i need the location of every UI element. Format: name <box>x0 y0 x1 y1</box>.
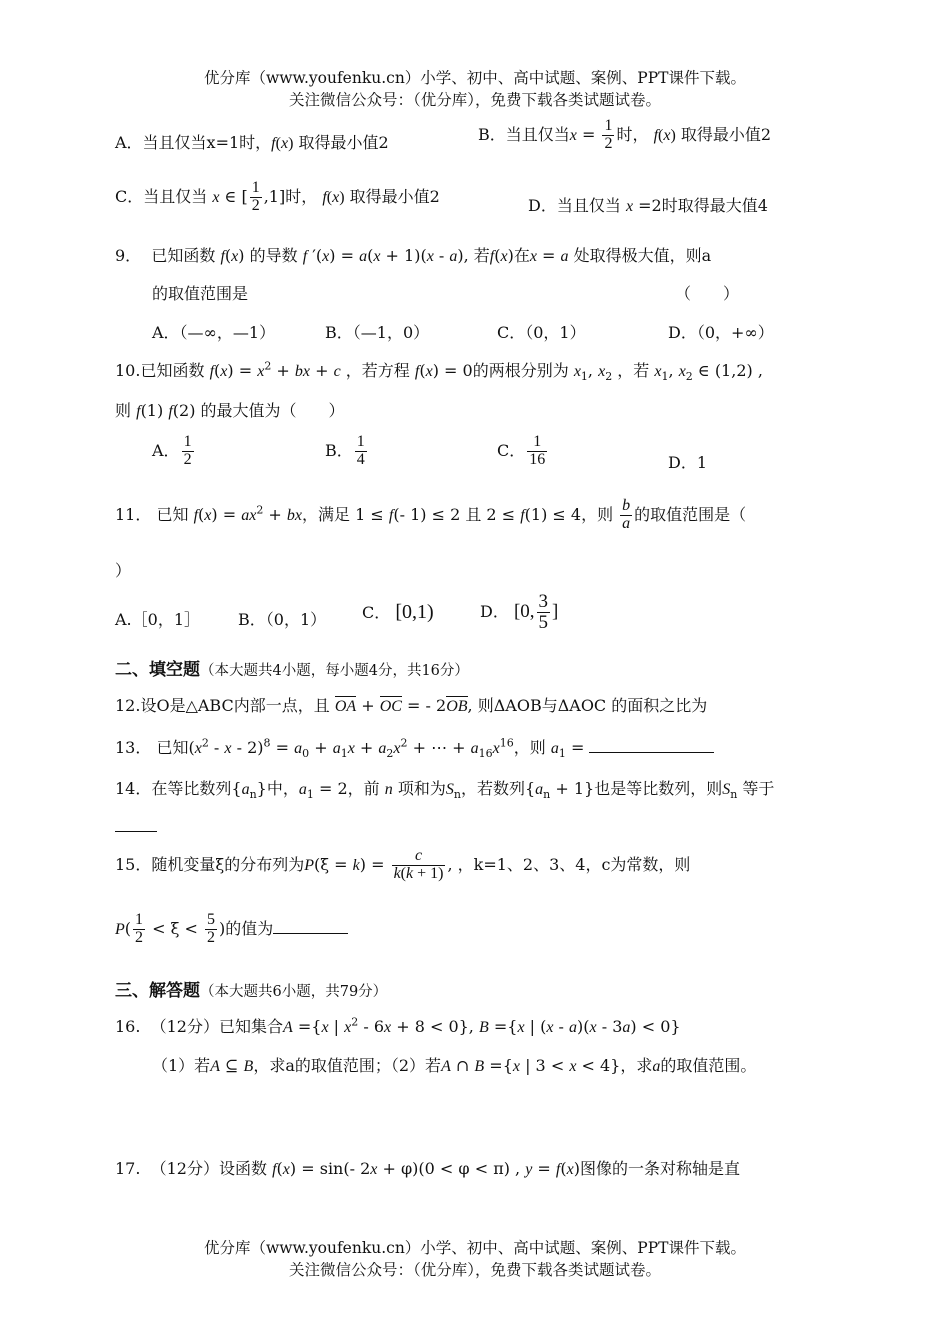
question-17: 17. （12分）设函数 f(x) = sin(- 2x + φ)(0 < φ < π) , y = f(x)图像的一条对称轴是直 <box>115 1159 740 1178</box>
question-10: 10.已知函数 $f(x) = x^2$ + bx + c ，若方程 f(x) = 0的两根分别为 $x_1$, $x_2$ ，若 $x_1$, $x_2$ ∈ (1,2) , <box>115 359 763 384</box>
question-11-cont: ） <box>115 561 132 580</box>
footer-line-1: 优分库（www.youfenku.cn）小学、初中、高中试题、案例、PPT课件下载。 <box>203 1239 747 1257</box>
q9-option-b: B．（—1，0） <box>325 323 430 342</box>
q9-option-a: A．（—∞，—1） <box>152 323 276 342</box>
q8-option-b: B．当且仅当x = $\frac{1}{2}$ 时， f(x) 取得最小值2 <box>478 117 772 152</box>
q10-option-d: D．1 <box>668 453 708 472</box>
question-16: 16. （12分）已知集合A ={x | $x^2 - 6x + 8 < 0$}, B ={x | (x - a)(x - 3a) < 0} <box>115 1015 681 1036</box>
question-14: 14．在等比数列$\{a_n\}$中，$a_1 = 2$，前 n 项和为$S_n$，若数列$\{a_n + 1\}$也是等比数列，则$S_n$ 等于 <box>115 779 775 802</box>
q11-option-c: C． [0,1) <box>362 601 434 623</box>
question-9-paren: （ ） <box>675 284 740 303</box>
footer-line-2: 关注微信公众号：（优分库），免费下载各类试题试卷。 <box>288 1261 661 1279</box>
q11-option-a: A.［0，1］ <box>115 610 201 629</box>
q15-answer-blank[interactable] <box>273 932 348 934</box>
question-11: 11． 已知 $f(x) = ax^2$ + bx，满足 1 ≤ f(- 1) ≤ 2 且 2 ≤ f(1) ≤ 4，则 $\frac{b}{a}$ 的取值范围是（ <box>115 497 747 532</box>
q10-option-a: A． $\frac{1}{2}$ <box>152 433 192 468</box>
q8-option-c: C．当且仅当 x ∈ [ $\frac{1}{2}$ ,1]时， f(x) 取得最小值2 <box>115 179 440 214</box>
section-3-heading: 三、解答题（本大题共6小题，共79分） <box>115 981 388 1001</box>
q11-option-b: B．（0，1） <box>238 610 327 629</box>
question-15-cont: P( $\frac{1}{2}$ < ξ < $\frac{5}{2}$ )的值为 <box>115 912 348 947</box>
q10-option-c: C． $\frac{1}{16}$ <box>497 433 546 468</box>
header-line-2: 关注微信公众号：（优分库），免费下载各类试题试卷。 <box>288 91 661 109</box>
question-10-cont: 则 f(1) f(2) 的最大值为（ ） <box>115 401 345 420</box>
q13-answer-blank[interactable] <box>589 751 714 753</box>
question-12: 12.设O是△ABC内部一点，且 OA + OC = - 2OB, 则ΔAOB与ΔAOC 的面积之比为 <box>115 696 708 715</box>
header-line-1: 优分库（www.youfenku.cn）小学、初中、高中试题、案例、PPT课件下载。 <box>203 69 747 87</box>
q8-option-d: D．当且仅当 x =2时取得最大值4 <box>528 196 768 215</box>
q8-option-a: A．当且仅当x=1时，f(x) 取得最小值2 <box>115 133 389 152</box>
question-13: 13． 已知$(x^2 - x - 2)^8 = a_0 + a_1x + a_2x^2$ + ⋯ + $a_{16}x^{16}$，则 $a_1$ = <box>115 735 714 760</box>
question-9-cont: 的取值范围是 <box>152 284 249 303</box>
q11-option-d: D． [0, $\frac{3}{5}$ ] <box>480 591 559 633</box>
question-9: 9． 已知函数 f(x) 的导数 f ′(x) = a(x + 1)(x - a), 若f(x)在x = a 处取得极大值，则a <box>115 246 712 265</box>
question-15: 15．随机变量ξ的分布列为P(ξ = k) = $\frac{c}{k(k + 1)}$ , ，k=1、2、3、4，c为常数，则 <box>115 847 691 882</box>
q9-option-c: C．（0，1） <box>497 323 586 342</box>
q10-option-b: B． $\frac{1}{4}$ <box>325 433 365 468</box>
section-2-heading: 二、填空题（本大题共4小题，每小题4分，共16分） <box>115 660 469 680</box>
q14-answer-blank[interactable] <box>115 830 157 832</box>
question-16-parts: （1）若A ⊆ B，求a的取值范围；（2）若A ∩ B ={x | 3 < x < 4}，求a的取值范围。 <box>152 1056 757 1075</box>
q9-option-d: D．（0，+∞） <box>668 323 774 342</box>
